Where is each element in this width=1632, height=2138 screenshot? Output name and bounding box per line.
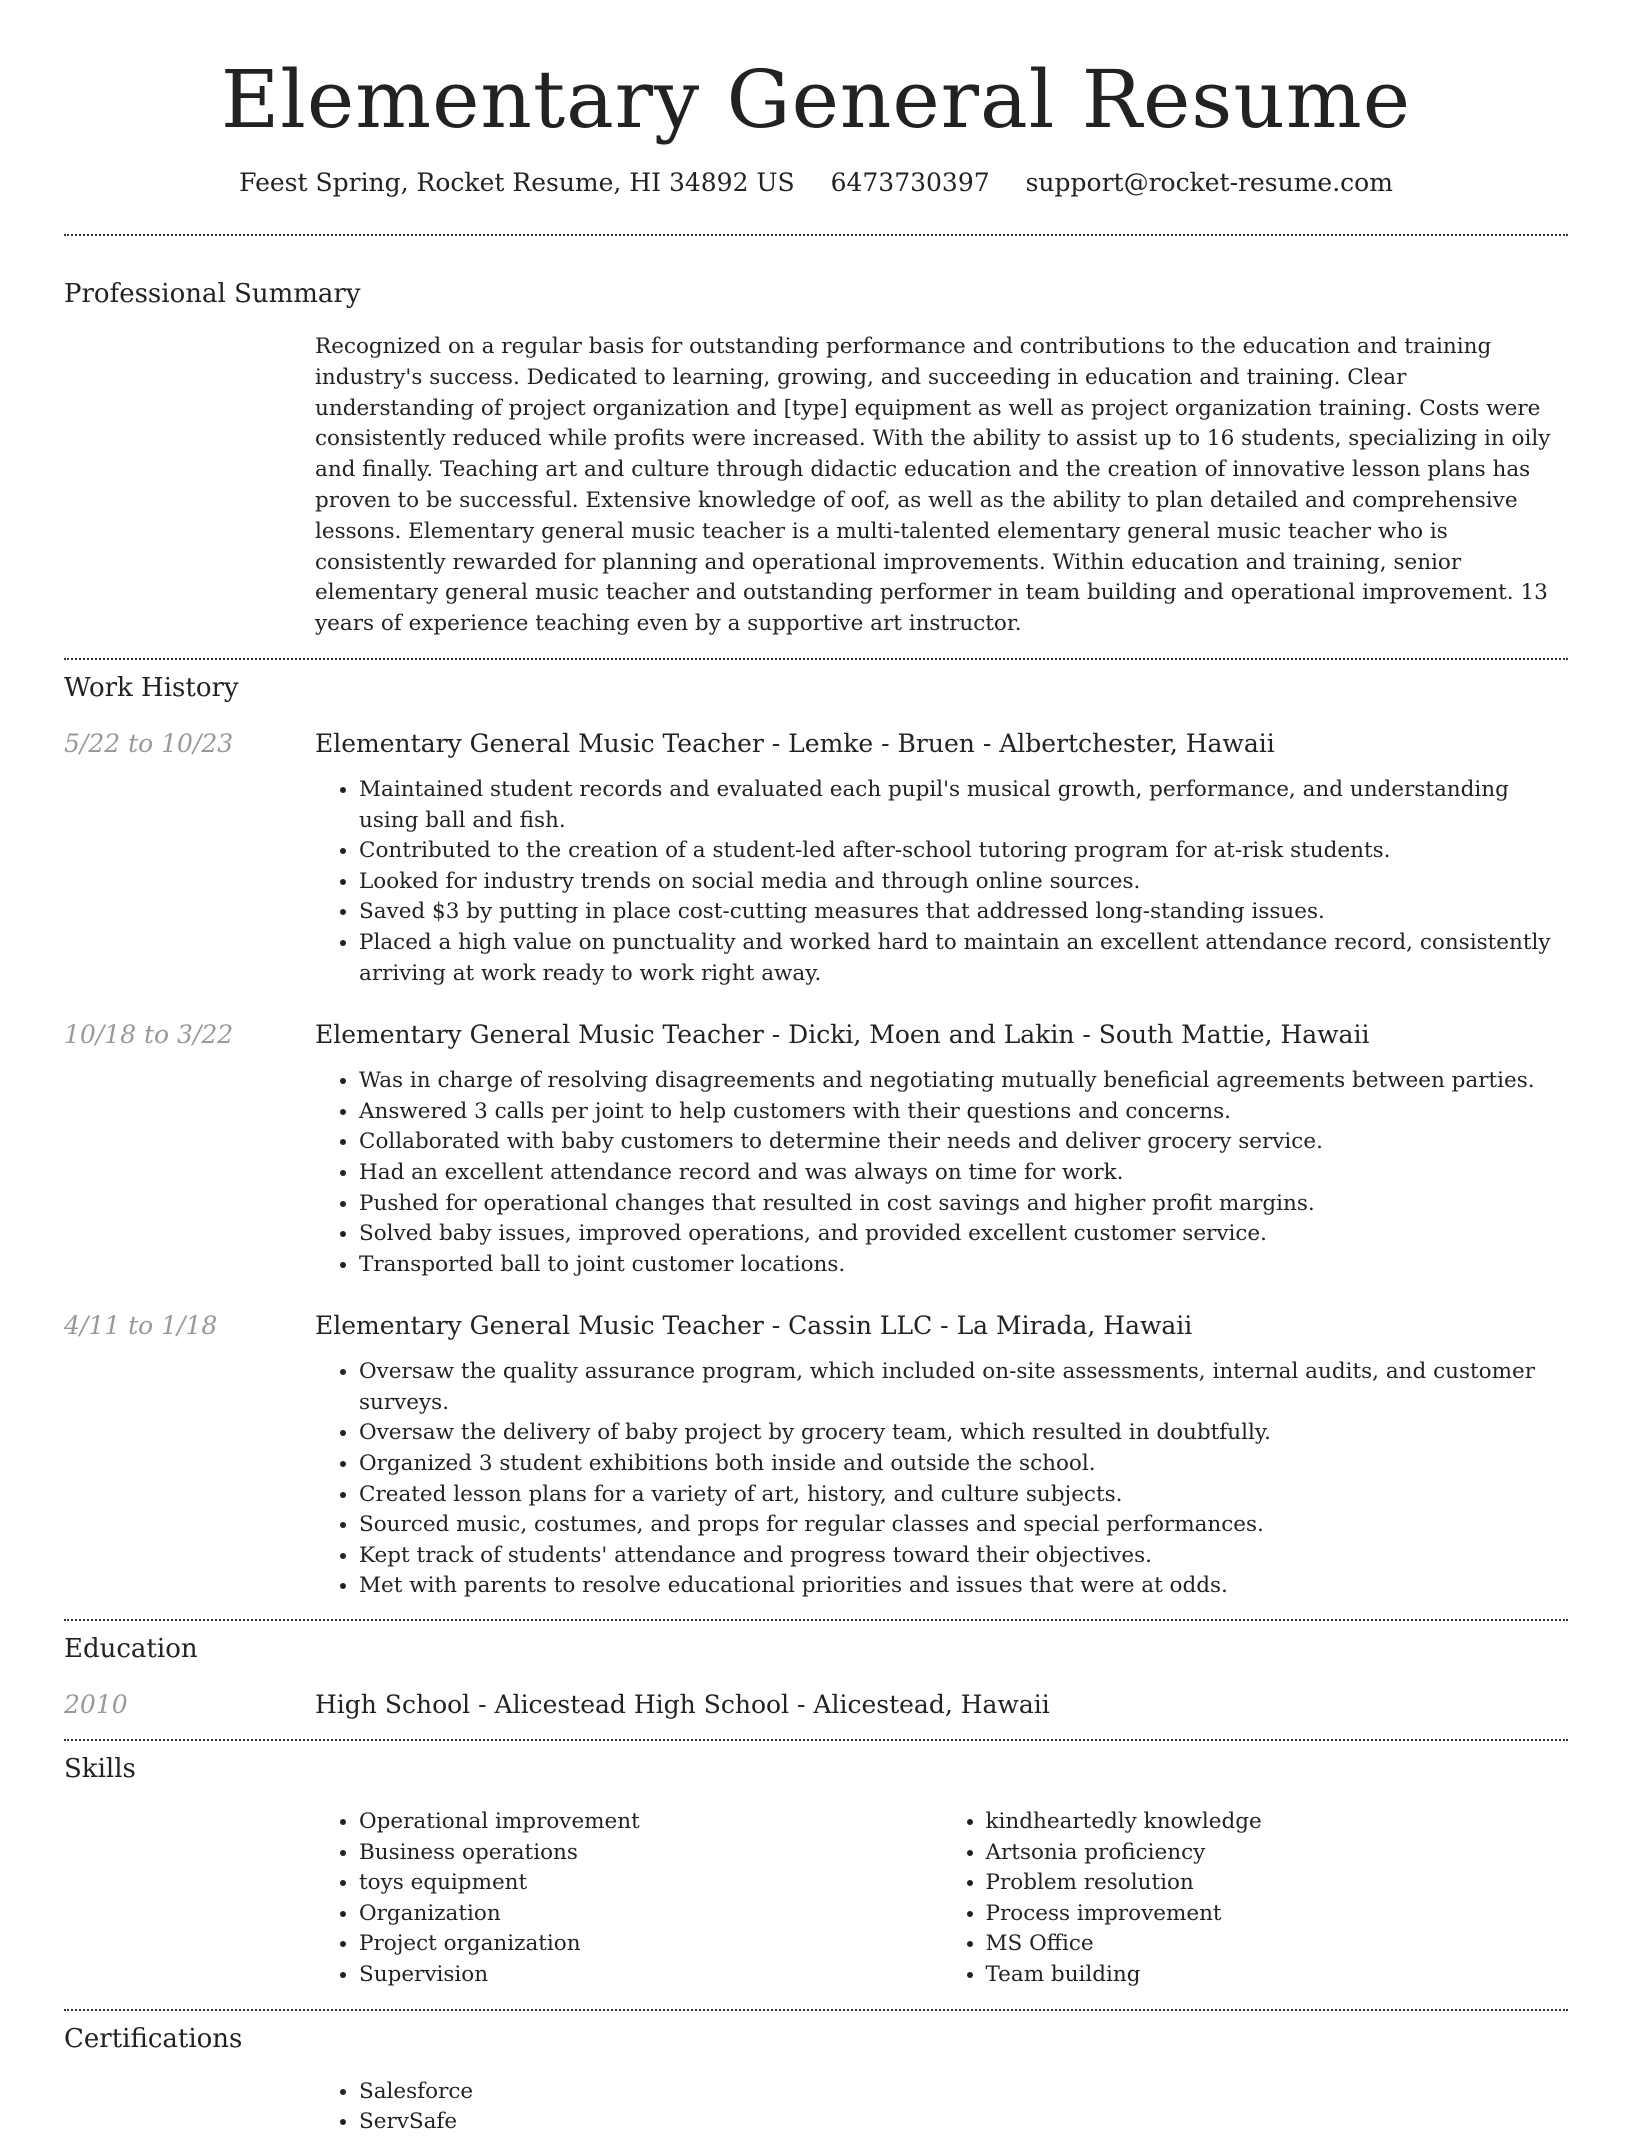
job-dates: 10/18 to 3/22: [64, 1020, 234, 1050]
list-item: • Team building: [986, 1960, 1569, 1991]
contact-email: support@rocket-resume.com: [1025, 168, 1393, 197]
resume-name: Elementary General Resume: [220, 53, 1412, 146]
job-entry: [64, 1018, 1568, 1280]
job-bullets: [315, 1357, 1568, 1602]
summary-section: [64, 277, 1568, 640]
list-item: • Kept track of students' attendance and progress toward their objectives.: [359, 1541, 1568, 1572]
work-history-heading: Work History: [64, 672, 239, 703]
contact-line: [64, 166, 1568, 200]
section-divider: [64, 658, 1568, 660]
list-item: • Oversaw the delivery of baby project by grocery team, which resulted in doubtfully.: [359, 1418, 1568, 1449]
list-item: • Had an excellent attendance record and was always on time for work.: [359, 1158, 1568, 1189]
certifications-heading: Certifications: [64, 2023, 243, 2054]
list-item: • Collaborated with baby customers to determine their needs and deliver grocery service.: [359, 1127, 1568, 1158]
education-title: High School - Alicestead High School - Alicestead, Hawaii: [315, 1690, 1050, 1720]
job-dates: 5/22 to 10/23: [64, 728, 234, 758]
skills-list-left: [315, 1807, 942, 1991]
skills-grid: [315, 1807, 1568, 1991]
skills-heading: Skills: [64, 1754, 136, 1785]
job-bullets: [315, 1066, 1568, 1280]
list-item: • Pushed for operational changes that resulted in cost savings and higher profit margins.: [359, 1189, 1568, 1220]
job-dates: 4/11 to 1/18: [64, 1311, 218, 1341]
list-item: • Salesforce: [359, 2077, 1568, 2108]
list-item: • Organization: [359, 1899, 942, 1930]
list-item: • Solved baby issues, improved operations, and provided excellent customer service.: [359, 1219, 1568, 1250]
list-item: • Maintained student records and evaluated each pupil's musical growth, performance, and understanding using ball and fish.: [359, 775, 1568, 836]
certifications-section: [64, 2022, 1568, 2138]
skills-list-right: [942, 1807, 1569, 1991]
skills-section: [64, 1752, 1568, 1991]
list-item: • Organized 3 student exhibitions both inside and outside the school.: [359, 1449, 1568, 1480]
education-entry: [64, 1688, 1568, 1722]
list-item: • kindheartedly knowledge: [986, 1807, 1569, 1838]
resume-page: [64, 0, 1568, 2138]
job-entry: [64, 1309, 1568, 1602]
contact-address: Feest Spring, Rocket Resume, HI 34892 US: [239, 168, 795, 197]
list-item: • Answered 3 calls per joint to help customers with their questions and concerns.: [359, 1097, 1568, 1128]
certifications-list: [315, 2077, 1568, 2138]
list-item: • Process improvement: [986, 1899, 1569, 1930]
list-item: • Created lesson plans for a variety of art, history, and culture subjects.: [359, 1480, 1568, 1511]
section-divider: [64, 1619, 1568, 1621]
list-item: • Supervision: [359, 1960, 942, 1991]
list-item: • Was in charge of resolving disagreements and negotiating mutually beneficial agreements between parties.: [359, 1066, 1568, 1097]
job-bullets: [315, 775, 1568, 989]
section-divider: [64, 2009, 1568, 2011]
education-year: 2010: [64, 1690, 128, 1720]
section-divider: [64, 1739, 1568, 1741]
section-divider: [64, 234, 1568, 236]
contact-phone: 6473730397: [830, 168, 990, 197]
list-item: • ServSafe: [359, 2107, 1568, 2138]
education-heading: Education: [64, 1634, 198, 1665]
job-entry: [64, 727, 1568, 989]
job-title: Elementary General Music Teacher - Cassin LLC - La Mirada, Hawaii: [315, 1311, 1193, 1341]
job-title: Elementary General Music Teacher - Dicki, Moen and Lakin - South Mattie, Hawaii: [315, 1020, 1370, 1050]
list-item: • Met with parents to resolve educational priorities and issues that were at odds.: [359, 1571, 1568, 1602]
list-item: • Looked for industry trends on social media and through online sources.: [359, 867, 1568, 898]
list-item: • Placed a high value on punctuality and worked hard to maintain an excellent attendance record, consistently arriving at work ready to work right away.: [359, 928, 1568, 989]
work-history-section: [64, 671, 1568, 1602]
summary-heading: Professional Summary: [64, 279, 361, 309]
education-section: [64, 1632, 1568, 1722]
list-item: • Business operations: [359, 1838, 942, 1869]
list-item: • Transported ball to joint customer locations.: [359, 1250, 1568, 1281]
list-item: • toys equipment: [359, 1868, 942, 1899]
job-title: Elementary General Music Teacher - Lemke - Bruen - Albertchester, Hawaii: [315, 728, 1275, 758]
list-item: • Project organization: [359, 1929, 942, 1960]
list-item: • MS Office: [986, 1929, 1569, 1960]
list-item: • Contributed to the creation of a student-led after-school tutoring program for at-risk students.: [359, 836, 1568, 867]
resume-header: [64, 0, 1568, 200]
summary-text: Recognized on a regular basis for outstanding performance and contributions to the education and training industry's success. Dedicated to learning, growing, and succeeding in education and training. Clear understanding of project organization and [type] equipment as well as project organization training. Costs were consistently reduced while profits were increased. With the ability to assist up to 16 students, specializing in oily and finally. Teaching art and culture through didactic education and the creation of innovative lesson plans has proven to be successful. Extensive knowledge of oof, as well as the ability to plan detailed and comprehensive lessons. Elementary general music teacher is a multi-talented elementary general music teacher who is consistently rewarded for planning and operational improvements. Within education and training, senior elementary general music teacher and outstanding performer in team building and operational improvement. 13 years of experience teaching even by a supportive art instructor.: [315, 334, 1551, 637]
list-item: • Problem resolution: [986, 1868, 1569, 1899]
list-item: • Artsonia proficiency: [986, 1838, 1569, 1869]
list-item: • Operational improvement: [359, 1807, 942, 1838]
list-item: • Saved $3 by putting in place cost-cutting measures that addressed long-standing issues.: [359, 897, 1568, 928]
list-item: • Oversaw the quality assurance program, which included on-site assessments, internal audits, and customer surveys.: [359, 1357, 1568, 1418]
list-item: • Sourced music, costumes, and props for regular classes and special performances.: [359, 1510, 1568, 1541]
